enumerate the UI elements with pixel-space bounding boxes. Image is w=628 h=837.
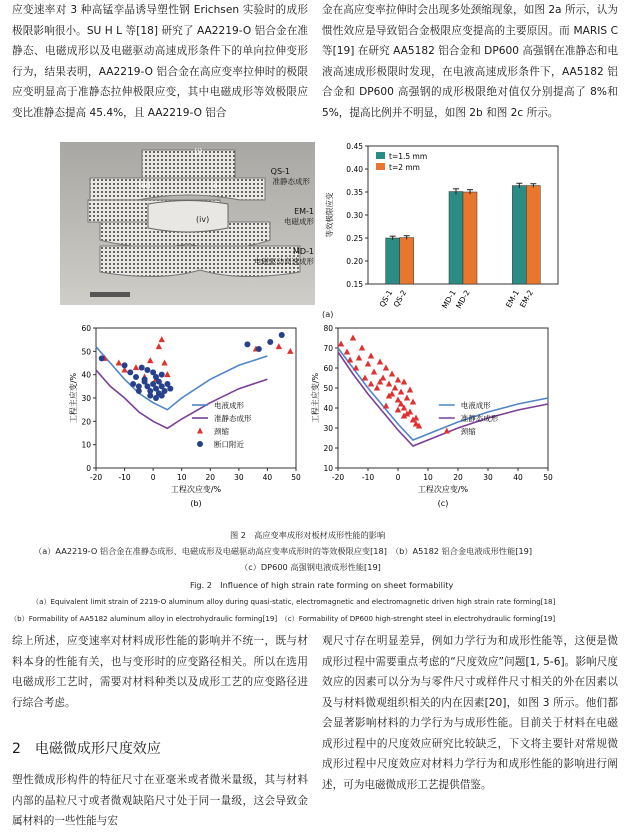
- bar-EM-2: [526, 186, 540, 284]
- y-tick-label-a: 0.15: [346, 280, 363, 289]
- legend-label: 电液成形: [460, 401, 491, 410]
- x-tick-label: 0: [150, 473, 156, 482]
- legend-swatch-t15: [376, 152, 385, 159]
- figure-title-cn: 图 2 高应变率成形对板材成形性能的影响: [230, 530, 386, 540]
- necking-point: [353, 365, 359, 371]
- necking-point: [338, 341, 344, 347]
- necking-point: [371, 369, 377, 375]
- legend-label: 颈缩: [460, 427, 476, 436]
- necking-point: [389, 371, 395, 377]
- chart-panel-c: [310, 322, 560, 516]
- specimen-em1: EM-1: [294, 207, 314, 216]
- y-axis-label: 工程主应变/%: [311, 372, 320, 424]
- section-heading: 2 电磁微成形尺度效应: [12, 741, 161, 757]
- x-tick-label: 30: [483, 473, 493, 482]
- y-tick-label: 80: [323, 324, 333, 333]
- x-tick-label: -20: [331, 473, 345, 482]
- x-tick-label: -20: [89, 473, 103, 482]
- necking-point: [133, 364, 139, 370]
- y-tick-label-a: 0.30: [346, 211, 363, 220]
- necking-point: [395, 407, 401, 413]
- y-tick-label-a: 0.45: [346, 142, 363, 151]
- photo-label-iv: (iv): [196, 215, 210, 224]
- y-axis-label-a: 等效极限应变: [325, 192, 334, 238]
- necking-point: [350, 335, 356, 341]
- x-tick-label: 20: [453, 473, 463, 482]
- fracture-point: [127, 369, 133, 375]
- x-tick-label: 40: [262, 473, 273, 482]
- x-tick-label-a: EM-1: [503, 288, 522, 310]
- figure-title-en: Fig. 2 Influence of high strain rate forming on sheet formability: [190, 580, 454, 590]
- fracture-point: [244, 341, 250, 347]
- specimen-qs1: QS-1: [270, 167, 290, 176]
- necking-point: [386, 381, 392, 387]
- legend-triangle: [197, 428, 203, 434]
- x-tick-label-a: EM-2: [517, 288, 536, 310]
- y-tick-label-a: 0.35: [346, 188, 363, 197]
- legend-label: 电液成形: [214, 401, 244, 410]
- y-tick-label-a: 0.20: [346, 257, 363, 266]
- necking-point: [383, 365, 389, 371]
- necking-point: [392, 385, 398, 391]
- photo-label-i: (i): [194, 147, 203, 156]
- necking-point: [398, 389, 404, 395]
- necking-point: [401, 379, 407, 385]
- fracture-point: [139, 365, 145, 371]
- photo-label-iii: (iii): [138, 181, 151, 190]
- legend-label: 断口附近: [214, 440, 244, 449]
- necking-point: [161, 360, 167, 366]
- fracture-point: [133, 374, 139, 380]
- fracture-point: [136, 388, 142, 394]
- specimen-md-name: 电磁驱动高速成形: [254, 257, 314, 266]
- necking-point: [359, 345, 365, 351]
- x-axis-label: 工程次应变/%: [417, 485, 469, 494]
- fracture-point: [147, 393, 153, 399]
- y-tick-label: 50: [323, 384, 333, 393]
- plot-frame: [338, 328, 548, 468]
- necking-point: [276, 343, 282, 349]
- y-tick-label: 60: [81, 324, 91, 333]
- fracture-point: [159, 372, 165, 378]
- x-tick-label: -10: [118, 473, 131, 482]
- y-tick-label: 10: [81, 440, 91, 450]
- necking-point: [383, 403, 389, 409]
- necking-point: [362, 375, 368, 381]
- necking-point: [344, 349, 350, 355]
- bar-QS-2: [400, 238, 414, 284]
- legend-circle: [197, 441, 203, 447]
- y-tick-label: 30: [323, 424, 333, 433]
- x-tick-label: 30: [234, 473, 244, 482]
- x-tick-label: 50: [291, 473, 301, 482]
- necking-point: [395, 377, 401, 383]
- x-tick-label-a: QS-1: [377, 288, 395, 309]
- bar-QS-1: [386, 238, 400, 284]
- y-tick-label: 10: [323, 464, 333, 473]
- necking-point: [374, 385, 380, 391]
- y-tick-label: 40: [81, 370, 91, 380]
- figure-sub-a-en: （a）Equivalent limit strain of 2219-O aluminum alloy during quasi-static, electromagnetic and electromagnetic driven high strain rate forming[18]: [32, 597, 556, 606]
- panel-label: (c): [437, 499, 449, 508]
- necking-point: [377, 359, 383, 365]
- fracture-point: [130, 381, 136, 387]
- necking-point: [404, 395, 410, 401]
- scatter-chart-b: [68, 322, 308, 512]
- figure-sub-c-cn: （c）DP600 高强钢电液成形性能[19]: [240, 562, 381, 572]
- scatter-chart-c: [310, 322, 560, 512]
- fracture-point: [99, 355, 105, 361]
- legend-swatch-t2: [376, 163, 385, 170]
- necking-point: [389, 391, 395, 397]
- y-tick-label: 40: [323, 404, 333, 413]
- fracture-point: [153, 395, 159, 401]
- scale-bar: [90, 292, 130, 297]
- bar-MD-1: [449, 192, 463, 284]
- legend-label: 颈缩: [214, 427, 229, 436]
- fracture-point: [144, 367, 150, 373]
- bar-EM-1: [512, 186, 526, 284]
- y-tick-label: 0: [86, 464, 91, 473]
- body-text-left-bottom-2: 塑性微成形构件的特征尺寸在亚毫米或者微米量级，其与材料内部的晶粒尺寸或者微观缺陷尺寸处于同一量级，这会导致金属材料的一些性能与宏: [12, 774, 308, 827]
- legend-label-t2: t=2 mm: [389, 163, 420, 172]
- body-text-right-bottom: 观尺寸存在明显差异，例如力学行为和成形性能等，这便是微成形过程中需要重点考虑的“尺度效应”问题[1, 5-6]。影响尺度效应的因素可以分为与零件尺寸或样件尺寸相关的外在因素以及与材料微观组织相关的内在因素[20]，如图 3 所示。他们都会显著影响材料的力学行为与成形性能。目前关于材料在电磁成形过程中的尺度效应研究比较缺乏，下文将主要针对常规微成形过程中尺度效应对材料力学行为和成形性能的影响进行阐述，可为电磁微成形工艺提供借鉴。: [322, 635, 618, 791]
- body-text-left-bottom: 综上所述，应变速率对材料成形性能的影响并不统一，既与材料本身的性能有关，也与变形时的应变路径相关。所以在选用电磁成形工艺时，需要对材料种类以及成形工艺的应变路径进行综合考虑。: [12, 635, 308, 709]
- x-tick-label: 50: [543, 473, 553, 482]
- figure-sub-a-cn: （a）AA2219-O 铝合金在准静态成形、电磁成形及电磁驱动高应变率成形时的等效极限应变[18] （b）A5182 铝合金电液成形性能[19]: [34, 546, 533, 556]
- specimen-photo-drawing: [60, 142, 315, 305]
- necking-point: [368, 381, 374, 387]
- x-tick-label: 10: [176, 473, 187, 482]
- y-tick-label: 20: [323, 444, 333, 453]
- specimen-md1: MD-1: [292, 247, 314, 256]
- body-text-right-top: 金在高应变率拉伸时会出现多处颈缩现象，如图 2a 所示，认为惯性效应是导致铝合金极限应变提高的主要原因。而 MARIS C 等[19] 在研究 AA5182 铝合金和 DP600 高强钢在准静态和电液高速成形极限时发现，在电液高速成形条件下，AA5182 铝合金和 DP600 高强钢的成形极限绝对值仅分别提高了 8%和 5%，提高比例并不明显，如图 2b 和图 2c 所示。: [322, 4, 618, 119]
- y-tick-label-a: 0.25: [346, 234, 363, 243]
- necking-point: [347, 357, 353, 363]
- y-tick-label-a: 0.40: [346, 165, 363, 174]
- legend-triangle: [444, 428, 450, 434]
- x-axis-label: 工程次应变/%: [170, 485, 222, 494]
- series-line: [338, 348, 548, 440]
- necking-point: [147, 357, 153, 363]
- body-text-left-top: 应变速率对 3 种高锰孪晶诱导塑性钢 Erichsen 实验时的成形极限影响很小。SU H L 等[18] 研究了 AA2219-O 铝合金在准静态、电磁成形以及电磁驱动高速成形条件下的单向拉伸变形行为，结果表明，AA2219-O 铝合金在高应变率拉伸时的极限应变明显高于准静态拉伸极限应变，其中电磁成形等效极限应变比准静态提高 45.4%，且 AA2219-O 铝合: [12, 4, 308, 119]
- bar-MD-2: [463, 192, 477, 284]
- necking-point: [356, 355, 362, 361]
- necking-point: [156, 343, 162, 349]
- necking-point: [164, 371, 170, 377]
- necking-point: [116, 360, 122, 366]
- figure-sub-bc-en: （b）Formability of AA5182 aluminum alloy in electrohydraulic forming[19] （c）Formability of DP600 high-strenght steel in electrohydraulic forming[19]: [10, 614, 556, 623]
- x-tick-label: -10: [361, 473, 375, 482]
- x-tick-label-a: QS-2: [391, 288, 409, 309]
- specimen-em-name: 电磁成形: [284, 217, 314, 226]
- fracture-point: [122, 362, 128, 368]
- y-tick-label: 20: [81, 417, 91, 427]
- y-tick-label: 70: [323, 344, 333, 353]
- photo-label-ii: (ii): [210, 181, 221, 190]
- fracture-point: [267, 339, 273, 345]
- legend-label-t15: t=1.5 mm: [389, 152, 428, 161]
- fracture-point: [256, 346, 262, 352]
- x-tick-label: 0: [395, 473, 401, 482]
- x-tick-label-a: MD-2: [454, 288, 472, 311]
- necking-point: [365, 361, 371, 367]
- x-tick-label: 20: [205, 473, 216, 482]
- necking-point: [395, 397, 401, 403]
- panel-label: (b): [190, 499, 202, 508]
- fracture-point: [167, 386, 173, 392]
- y-tick-label: 30: [81, 394, 91, 403]
- fracture-point: [142, 379, 148, 385]
- x-tick-label: 40: [513, 473, 523, 482]
- y-tick-label: 50: [81, 347, 91, 357]
- necking-point: [368, 353, 374, 359]
- necking-point: [410, 399, 416, 405]
- necking-point: [287, 348, 293, 354]
- necking-point: [159, 336, 165, 342]
- fracture-point: [279, 332, 285, 338]
- legend-label: 准静态成形: [460, 414, 499, 423]
- panel-label-a: (a): [322, 309, 334, 319]
- legend-label: 准静态成形: [214, 414, 252, 423]
- bar-chart-a: [320, 138, 570, 318]
- plot-frame: [96, 328, 296, 468]
- y-tick-label: 60: [323, 364, 333, 373]
- specimen-qs-name: 准静态成形: [272, 177, 310, 186]
- necking-point: [407, 387, 413, 393]
- necking-point: [380, 375, 386, 381]
- x-tick-label: 10: [423, 473, 433, 482]
- chart-panel-b: [68, 322, 308, 516]
- fracture-point: [159, 393, 165, 399]
- x-tick-label-a: MD-1: [440, 288, 458, 311]
- specimen-photo: [60, 142, 315, 305]
- chart-panel-a: [320, 138, 570, 322]
- y-axis-label: 工程主应变/%: [69, 372, 78, 424]
